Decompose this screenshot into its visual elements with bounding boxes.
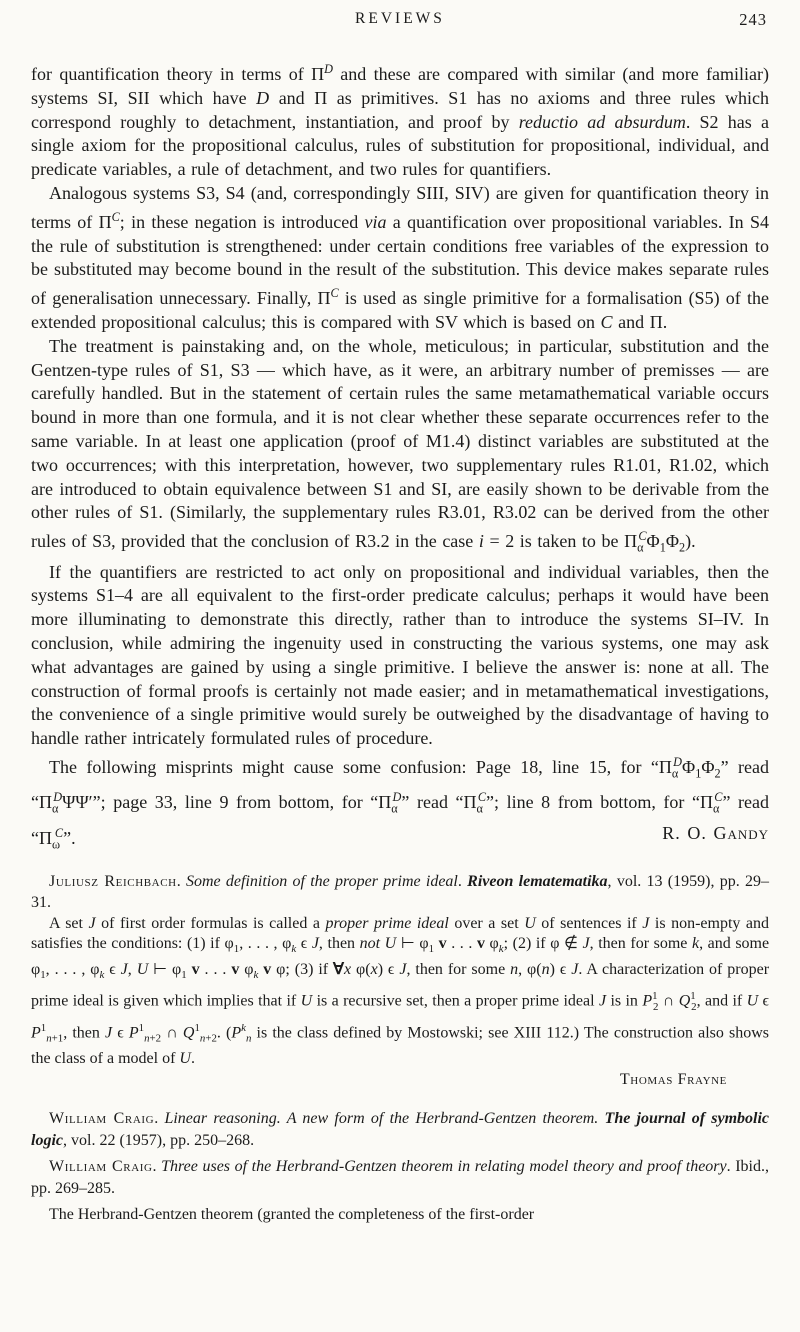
citation: William Craig. Linear reasoning. A new form of the Herbrand-Gentzen theorem. The journal of symbolic logic, vol. 22 (1957), pp. 250–268.: [31, 1109, 770, 1149]
paragraph-text: The following misprints might cause some confusion: Page 18, line 15, for “$\Pi_\alpha^D\Phi_1\Phi_2$” read “$\Pi_\alpha^D\Psi\Psi'$”; page 33, line 9 from bottom, for “$\Pi_\alpha^D$” read “$\Pi_\alpha^C$”; line 8 from bottom, for “$\Pi_\alpha^C$” read “$\Pi_\omega^C$”.: [31, 754, 769, 852]
page-number: 243: [739, 10, 767, 29]
page-body: [31, 58, 769, 1227]
review-craig: [31, 1108, 769, 1227]
review-heading: Juliusz Reichbach. Some definition of the proper prime ideal. Riveon lematematika, vol. 13 (1959), pp. 29–31.: [31, 873, 770, 911]
paragraph: Analogous systems S3, S4 (and, correspondingly SIII, SIV) are given for quantification theory in terms of $\Pi^C$; in these negation is introduced via a quantification over propositional variables. In S4 the rule of substitution is strengthened: under certain conditions free variables of the expression to be substituted may become bound in the result of the substitution. This device makes separate rules of generalisation unnecessary. Finally, $\Pi^C$ is used as single primitive for a formalisation (S5) of the extended propositional calculus; this is compared with SV which is based on C and Π.: [31, 182, 769, 332]
paragraph: [31, 751, 769, 857]
paragraph: If the quantifiers are restricted to act only on propositional and individual variables, then the systems S1–4 are all equivalent to the first-order predicate calculus; perhaps it would have been more illuminating to demonstrate this directly, rather than to introduce the systems SI–IV. In conclusion, while admiring the ingenuity used in constructing the various systems, one may ask what advantages are gained by using a single primitive. I believe the answer is: none at all. The construction of formal proofs is certainly not made easier; and in metamathematical investigations, the convenience of a single primitive would surely be outweighed by the disadvantage of having to handle rather intricately formulated rules of procedure.: [31, 561, 769, 749]
reviewer-name: Thomas Frayne: [619, 1070, 727, 1088]
paragraph: for quantification theory in terms of $\Pi^D$ and these are compared with similar (and more familiar) systems SI, SII which have D and Π as primitives. S1 has no axioms and three rules which correspond roughly to detachment, instantiation, and proof by reductio ad absurdum. S2 has a single axiom for the propositional calculus, rules of substitution for propositional, individual, and predicate variables, a rule of detachment, and two rules for quantifiers.: [31, 62, 770, 180]
paragraph: The treatment is painstaking and, on the whole, meticulous; in particular, substitution and the Gentzen-type rules of S1, S3 — which have, as it were, an arbitrary number of premisses — are carefully handled. But in the statement of certain rules the same metamathematical variable occurs bound in more than one formula, and it is not clear whether these separate occurrences refer to the same variable. In at least one application (proof of M1.4) distinct variables are substituted at the two occurrences; with this interpretation, however, two supplementary rules R1.01, R1.02, which are introduced to obtain equivalence between S1 and SI, are easily shown to be derivable from the other rules of S1. (Similarly, the supplementary rules R3.01, R3.02 can be derived from the other rules of S3, provided that the conclusion of R3.2 in the case i = 2 is taken to be $\Pi_\alpha^C\Phi_1\Phi_2$).: [31, 335, 769, 555]
review-reichbach: [31, 872, 769, 1091]
reviewer-signature: R. O. Gandy: [662, 822, 769, 843]
review-body: The Herbrand-Gentzen theorem (granted the completeness of the first-order: [49, 1206, 535, 1224]
review-body: A set J of first order formulas is called a proper prime ideal over a set U of sentences if J is non-empty and satisfies the conditions: (1) if $\varphi_1$, . . . , $\varphi_k$ ϵ J, then not U ⊢ $\varphi_1$ v . . . v $\varphi_k$; (2) if φ ∉ J, then for some k, and some $\varphi_1$, . . . , $\varphi_k$ ϵ J, U ⊢ $\varphi_1$ v . . . v $\varphi_k$ v φ; (3) if ∀x φ(x) ϵ J, then for some n, φ(n) ϵ J. A characterization of proper prime ideal is given which implies that if U is a recursive set, then a proper prime ideal J is in $P^1_2$ ∩ $Q^1_2$, and if U ϵ $P^1_{n+1}$, then J ϵ $P^1_{n+2}$ ∩ $Q^1_{n+2}$. ($P^k_n$ is the class defined by Mostowski; see XIII 112.) The construction also shows the class of a model of U.: [31, 914, 770, 1068]
citation: William Craig. Three uses of the Herbrand-Gentzen theorem in relating model theory and proof theory. Ibid., pp. 269–285.: [31, 1158, 770, 1198]
review-gandy-continuation: [31, 58, 769, 857]
running-head: REVIEWS: [355, 10, 445, 27]
reviewer-signature: [31, 1070, 769, 1091]
page-header: [31, 10, 769, 36]
